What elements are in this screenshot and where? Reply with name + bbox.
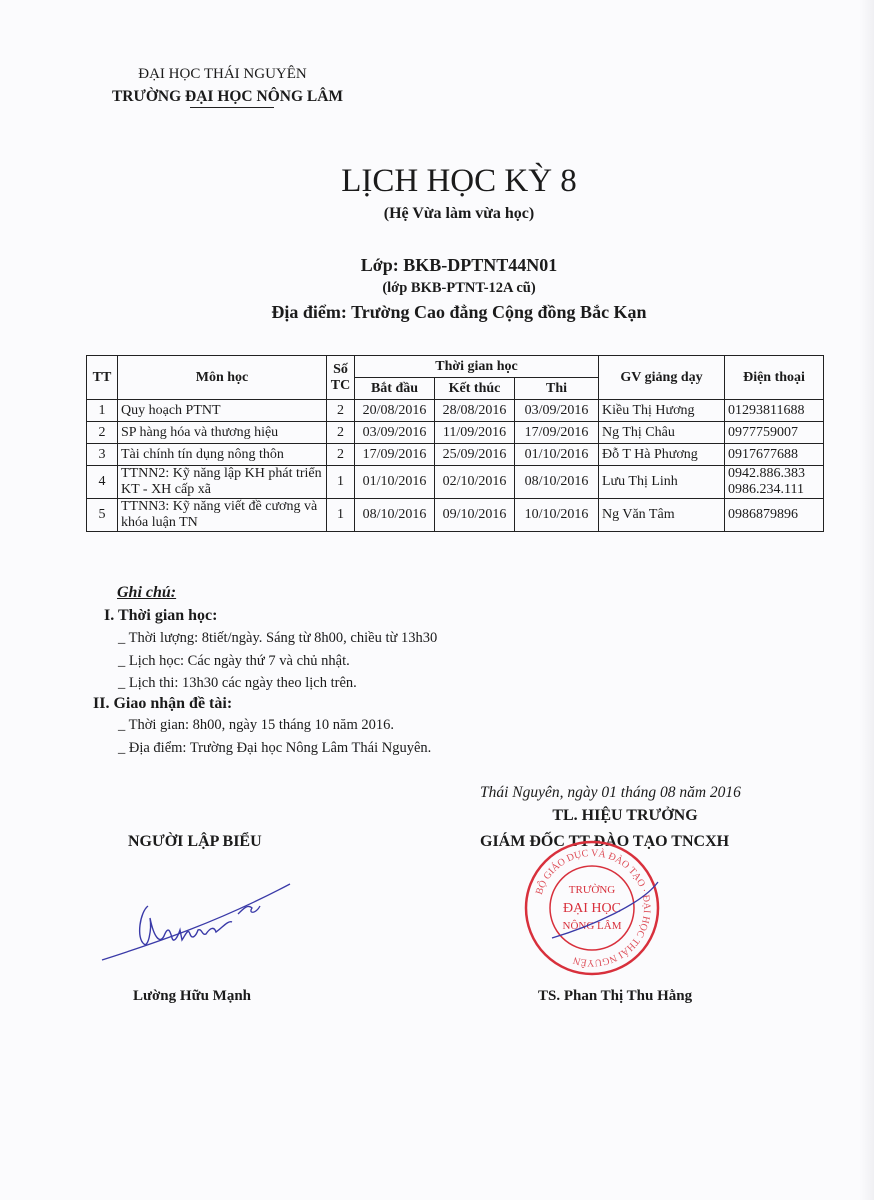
cell-tt: 4 xyxy=(87,466,118,499)
header-credits-line1: Số xyxy=(333,361,348,377)
cell-phone xyxy=(725,466,824,499)
notes-heading: Ghi chú: xyxy=(117,584,177,601)
cell-teacher: Kiều Thị Hương xyxy=(599,400,725,422)
signature-right-title2: GIÁM ĐỐC TT ĐÀO TẠO TNCXH xyxy=(480,833,730,850)
class-label: Lớp: BKB-DPTNT44N01 xyxy=(360,255,558,275)
header-subject: Môn học xyxy=(118,356,327,400)
notes-section2-title: II. Giao nhận đề tài: xyxy=(93,695,233,712)
header-teacher: GV giảng dạy xyxy=(599,356,725,400)
header-end: Kết thúc xyxy=(435,378,515,400)
cell-start: 17/09/2016 xyxy=(355,444,435,466)
official-stamp-seal xyxy=(522,838,662,978)
cell-teacher: Đỗ T Hà Phương xyxy=(599,444,725,466)
signature-left-name: Lường Hữu Mạnh xyxy=(133,988,252,1004)
cell-exam: 08/10/2016 xyxy=(515,466,599,499)
cell-credits: 2 xyxy=(327,444,355,466)
signature-right-name: TS. Phan Thị Thu Hằng xyxy=(538,988,693,1004)
cell-phone: 0917677688 xyxy=(725,444,824,466)
cell-teacher: Lưu Thị Linh xyxy=(599,466,725,499)
cell-phone: 01293811688 xyxy=(725,400,824,422)
header-tt: TT xyxy=(87,356,118,400)
header-credits xyxy=(327,356,355,400)
header-underline-divider xyxy=(190,107,274,108)
signature-right-title1: TL. HIỆU TRƯỞNG xyxy=(552,807,698,824)
svg-text:ĐẠI HỌC: ĐẠI HỌC xyxy=(563,901,621,916)
location-label: Địa điểm: Trường Cao đẳng Cộng đồng Bắc Kạn xyxy=(271,302,647,322)
notes-section1-item: _ Lịch học: Các ngày thứ 7 và chủ nhật. xyxy=(118,653,350,669)
cell-exam: 01/10/2016 xyxy=(515,444,599,466)
cell-subject: Quy hoạch PTNT xyxy=(118,400,327,422)
header-exam: Thi xyxy=(515,378,599,400)
cell-credits: 2 xyxy=(327,422,355,444)
cell-phone-primary: 0942.886.383 xyxy=(728,466,805,481)
cell-phone: 0977759007 xyxy=(725,422,824,444)
table-row xyxy=(87,444,824,466)
document-title: LỊCH HỌC KỲ 8 xyxy=(341,163,577,199)
cell-start: 01/10/2016 xyxy=(355,466,435,499)
cell-phone-secondary: 0986.234.111 xyxy=(728,482,804,497)
class-old-label: (lớp BKB-PTNT-12A cũ) xyxy=(382,280,536,296)
cell-credits: 1 xyxy=(327,499,355,532)
table-row xyxy=(87,422,824,444)
cell-end: 25/09/2016 xyxy=(435,444,515,466)
cell-credits: 2 xyxy=(327,400,355,422)
cell-exam: 03/09/2016 xyxy=(515,400,599,422)
header-credits-line2: TC xyxy=(330,377,351,393)
cell-start: 08/10/2016 xyxy=(355,499,435,532)
cell-exam: 17/09/2016 xyxy=(515,422,599,444)
table-row xyxy=(87,400,824,422)
cell-start: 20/08/2016 xyxy=(355,400,435,422)
notes-section1-title: I. Thời gian học: xyxy=(104,607,218,624)
cell-end: 11/09/2016 xyxy=(435,422,515,444)
left-signature-mark xyxy=(98,878,298,968)
cell-subject: Tài chính tín dụng nông thôn xyxy=(118,444,327,466)
cell-tt: 2 xyxy=(87,422,118,444)
cell-teacher: Ng Thị Châu xyxy=(599,422,725,444)
cell-tt: 1 xyxy=(87,400,118,422)
cell-tt: 3 xyxy=(87,444,118,466)
cell-exam: 10/10/2016 xyxy=(515,499,599,532)
org-university-line: TRƯỜNG ĐẠI HỌC NÔNG LÂM xyxy=(111,88,344,105)
cell-end: 02/10/2016 xyxy=(435,466,515,499)
org-ministry-line: ĐẠI HỌC THÁI NGUYÊN xyxy=(138,66,307,82)
cell-credits: 1 xyxy=(327,466,355,499)
cell-subject: SP hàng hóa và thương hiệu xyxy=(118,422,327,444)
table-row xyxy=(87,466,824,499)
signature-date-line: Thái Nguyên, ngày 01 tháng 08 năm 2016 xyxy=(480,784,741,801)
cell-subject: TTNN2: Kỹ năng lập KH phát triển KT - XH cấp xã xyxy=(118,466,327,499)
cell-subject: TTNN3: Kỹ năng viết đề cương và khóa luận TN xyxy=(118,499,327,532)
svg-text:TRƯỜNG: TRƯỜNG xyxy=(568,884,616,896)
notes-section2-item: _ Thời gian: 8h00, ngày 15 tháng 10 năm 2016. xyxy=(118,717,395,733)
cell-start: 03/09/2016 xyxy=(355,422,435,444)
document-subtitle: (Hệ Vừa làm vừa học) xyxy=(383,205,535,222)
notes-section2-item: _ Địa điểm: Trường Đại học Nông Lâm Thái Nguyên. xyxy=(118,740,432,756)
cell-end: 09/10/2016 xyxy=(435,499,515,532)
cell-end: 28/08/2016 xyxy=(435,400,515,422)
notes-section1-item: _ Thời lượng: 8tiết/ngày. Sáng từ 8h00, chiều từ 13h30 xyxy=(118,630,438,646)
notes-section1-item: _ Lịch thi: 13h30 các ngày theo lịch trên. xyxy=(118,675,357,691)
cell-teacher: Ng Văn Tâm xyxy=(599,499,725,532)
schedule-table xyxy=(86,355,824,532)
header-start: Bắt đầu xyxy=(355,378,435,400)
svg-text:BỘ GIÁO DỤC VÀ ĐÀO TẠO · ĐẠI H: BỘ GIÁO DỤC VÀ ĐÀO TẠO · ĐẠI HỌC THÁI NGUYÊN xyxy=(533,847,653,969)
header-time-group: Thời gian học xyxy=(355,356,599,378)
header-phone: Điện thoại xyxy=(725,356,824,400)
table-row xyxy=(87,499,824,532)
signature-left-title: NGƯỜI LẬP BIỂU xyxy=(128,833,262,850)
cell-phone: 0986879896 xyxy=(725,499,824,532)
cell-tt: 5 xyxy=(87,499,118,532)
svg-text:NÔNG LÂM: NÔNG LÂM xyxy=(562,920,622,932)
